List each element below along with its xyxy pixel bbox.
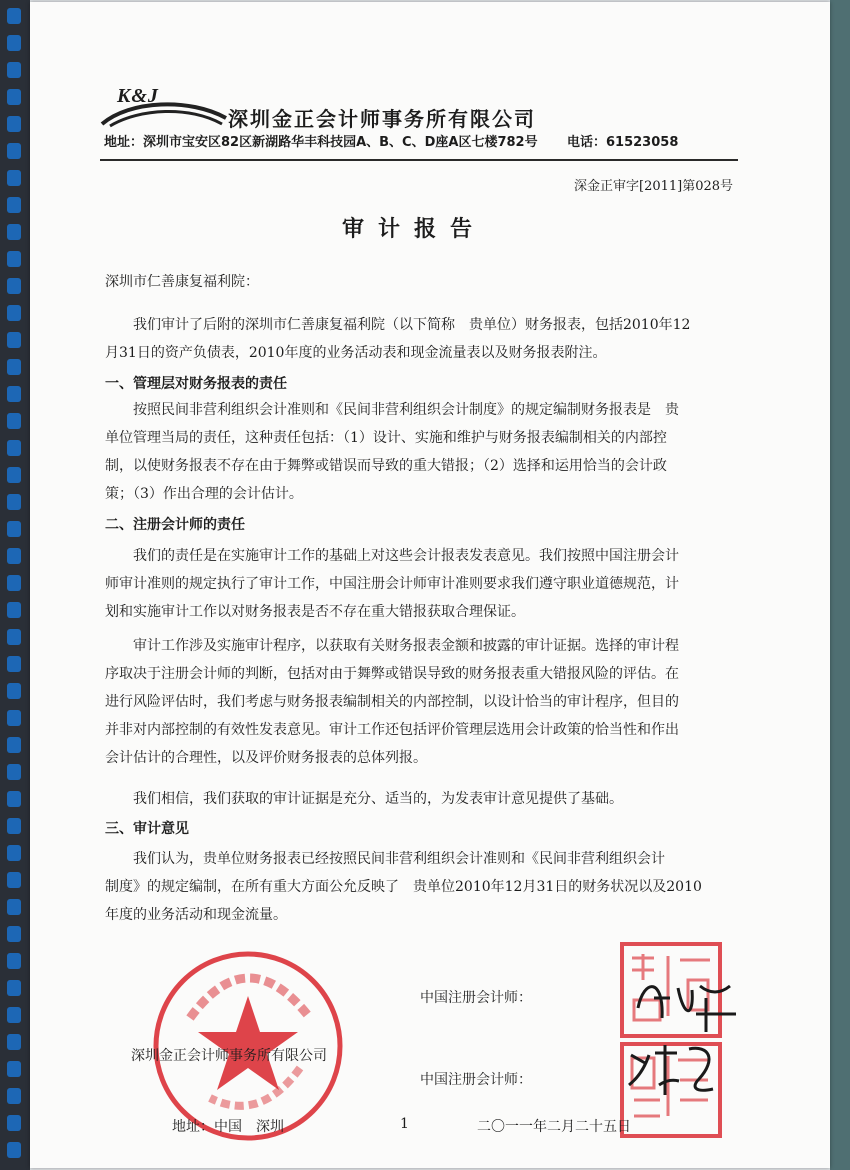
binding-hole xyxy=(7,224,21,240)
document-number: 深金正审字[2011]第028号 xyxy=(574,179,734,194)
page-number: 1 xyxy=(400,1116,409,1132)
section-3-heading: 三、审计意见 xyxy=(105,821,189,837)
binding-hole xyxy=(7,386,21,402)
section-2-heading: 二、注册会计师的责任 xyxy=(105,517,245,533)
binding-hole xyxy=(7,737,21,753)
binding-hole xyxy=(7,143,21,159)
binding-hole xyxy=(7,1034,21,1050)
letterhead-address: 地址：深圳市宝安区82区新湖路华丰科技园A、B、C、D座A区七楼782号 xyxy=(104,135,538,150)
firm-signature-name: 深圳金正会计师事务所有限公司 xyxy=(131,1048,327,1064)
header-divider xyxy=(100,159,738,161)
section-2-paragraph-1: 我们的责任是在实施审计工作的基础上对这些会计报表发表意见。我们按照中国注册会计 师审计准则的规定执行了审计工作，中国注册会计师审计准则要求我们遵守职业道德规范，计 划和实施审计工作以对财务报表是否不存在重大错报获取合理保证。 xyxy=(105,548,679,620)
binding-hole xyxy=(7,1061,21,1077)
binding-hole xyxy=(7,980,21,996)
binding-hole xyxy=(7,791,21,807)
binding-hole xyxy=(7,818,21,834)
binding-hole xyxy=(7,521,21,537)
binding-hole xyxy=(7,197,21,213)
spiral-binding xyxy=(0,0,30,1170)
footer-location: 地址：中国 深圳 xyxy=(172,1119,284,1135)
binding-hole xyxy=(7,1007,21,1023)
company-name: 深圳金正会计师事务所有限公司 xyxy=(228,107,536,131)
cpa-label-1: 中国注册会计师： xyxy=(420,990,532,1006)
binding-hole xyxy=(7,926,21,942)
binding-hole xyxy=(7,872,21,888)
cpa-label-2: 中国注册会计师： xyxy=(420,1072,532,1088)
binding-hole xyxy=(7,1142,21,1158)
binding-hole xyxy=(7,116,21,132)
folder-edge xyxy=(830,0,850,1170)
section-1-heading: 一、管理层对财务报表的责任 xyxy=(105,376,287,392)
binding-hole xyxy=(7,440,21,456)
section-2-paragraph-3: 我们相信，我们获取的审计证据是充分、适当的，为发表审计意见提供了基础。 xyxy=(133,791,623,807)
binding-hole xyxy=(7,170,21,186)
logo-swoosh-icon xyxy=(100,98,230,128)
binding-hole xyxy=(7,8,21,24)
binding-hole xyxy=(7,575,21,591)
binding-hole xyxy=(7,413,21,429)
cpa-signature-2 xyxy=(625,1035,725,1105)
intro-paragraph: 我们审计了后附的深圳市仁善康复福利院（以下简称 贵单位）财务报表，包括2010年12 月31日的资产负债表，2010年度的业务活动表和现金流量表以及财务报表附注。 xyxy=(105,317,691,361)
binding-hole xyxy=(7,899,21,915)
binding-hole xyxy=(7,683,21,699)
section-1-paragraph: 按照民间非营利组织会计准则和《民间非营利组织会计制度》的规定编制财务报表是 贵 单位管理当局的责任，这种责任包括：（1）设计、实施和维护与财务报表编制相关的内部控 制，以使财务报表不存在由于舞弊或错误而导致的重大错报；（2）选择和运用恰当的会计政 策；（3）作出合理的会计估计。 xyxy=(105,402,679,502)
binding-hole xyxy=(7,494,21,510)
binding-hole xyxy=(7,1088,21,1104)
company-logo: K&J xyxy=(117,85,159,107)
report-date: 二〇一一年二月二十五日 xyxy=(477,1119,631,1135)
addressee: 深圳市仁善康复福利院： xyxy=(105,274,259,290)
section-2-paragraph-2: 审计工作涉及实施审计程序，以获取有关财务报表金额和披露的审计证据。选择的审计程 序取决于注册会计师的判断，包括对由于舞弊或错误导致的财务报表重大错报风险的评估。在 进行风险评估时，我们考虑与财务报表编制相关的内部控制，以设计恰当的审计程序，但目的 并非对内部控制的有效性发表意见。审计工作还包括评价管理层选用会计政策的恰当性和作出 会计估计的合理性，以及评价财务报表的总体列报。 xyxy=(105,638,679,766)
binding-hole xyxy=(7,332,21,348)
binding-hole xyxy=(7,62,21,78)
binding-hole xyxy=(7,953,21,969)
binding-hole xyxy=(7,1115,21,1131)
binding-hole xyxy=(7,845,21,861)
binding-hole xyxy=(7,35,21,51)
section-3-paragraph: 我们认为，贵单位财务报表已经按照民间非营利组织会计准则和《民间非营利组织会计 制度》的规定编制，在所有重大方面公允反映了 贵单位2010年12月31日的财务状况以及2010 年度的业务活动和现金流量。 xyxy=(105,851,702,923)
document-title: 审计报告 xyxy=(342,216,487,242)
binding-hole xyxy=(7,251,21,267)
binding-hole xyxy=(7,602,21,618)
binding-hole xyxy=(7,89,21,105)
binding-hole xyxy=(7,710,21,726)
binding-hole xyxy=(7,548,21,564)
binding-hole xyxy=(7,467,21,483)
binding-hole xyxy=(7,629,21,645)
binding-hole xyxy=(7,278,21,294)
binding-hole xyxy=(7,764,21,780)
binding-hole xyxy=(7,305,21,321)
binding-hole xyxy=(7,359,21,375)
cpa-signature-1 xyxy=(634,968,744,1038)
letterhead-phone: 电话：61523058 xyxy=(567,135,679,150)
binding-hole xyxy=(7,656,21,672)
